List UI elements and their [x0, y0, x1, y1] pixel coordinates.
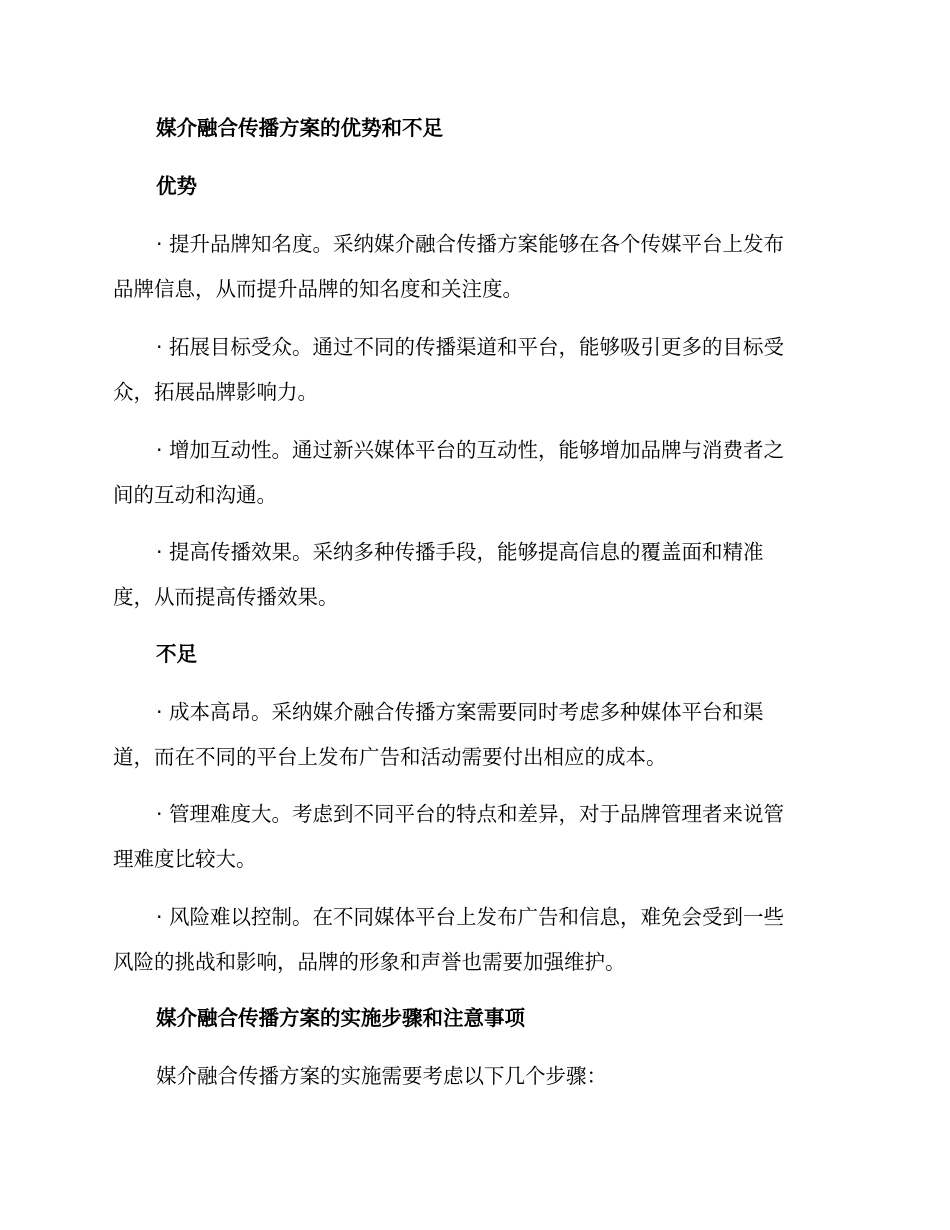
paragraph-line: · 拓展目标受众。通过不同的传播渠道和平台，能够吸引更多的目标受 [156, 335, 785, 359]
disadvantages-heading: 不足 [156, 642, 197, 666]
paragraph-line: · 提高传播效果。采纳多种传播手段，能够提高信息的覆盖面和精准 [156, 540, 764, 564]
paragraph-line: 风险的挑战和影响，品牌的形象和声誉也需要加强维护。 [113, 950, 626, 974]
paragraph-line: 度，从而提高传播效果。 [113, 585, 339, 609]
paragraph-line: 品牌信息，从而提升品牌的知名度和关注度。 [113, 277, 523, 301]
paragraph-line: · 成本高昂。采纳媒介融合传播方案需要同时考虑多种媒体平台和渠 [156, 700, 764, 724]
paragraph-line: 道，而在不同的平台上发布广告和活动需要付出相应的成本。 [113, 745, 667, 769]
paragraph-line: · 风险难以控制。在不同媒体平台上发布广告和信息，难免会受到一些 [156, 905, 785, 929]
paragraph-line: 间的互动和沟通。 [113, 483, 277, 507]
section-title-implementation: 媒介融合传播方案的实施步骤和注意事项 [156, 1006, 525, 1030]
advantages-heading: 优势 [156, 174, 197, 198]
paragraph-line: · 管理难度大。考虑到不同平台的特点和差异，对于品牌管理者来说管 [156, 802, 785, 826]
section-title-advantages-disadvantages: 媒介融合传播方案的优势和不足 [156, 116, 443, 140]
paragraph-line: 理难度比较大。 [113, 847, 257, 871]
paragraph-line: 众，拓展品牌影响力。 [113, 380, 318, 404]
implementation-intro: 媒介融合传播方案的实施需要考虑以下几个步骤： [156, 1064, 607, 1088]
paragraph-line: · 提升品牌知名度。采纳媒介融合传播方案能够在各个传媒平台上发布 [156, 232, 785, 256]
paragraph-line: · 增加互动性。通过新兴媒体平台的互动性，能够增加品牌与消费者之 [156, 438, 785, 462]
